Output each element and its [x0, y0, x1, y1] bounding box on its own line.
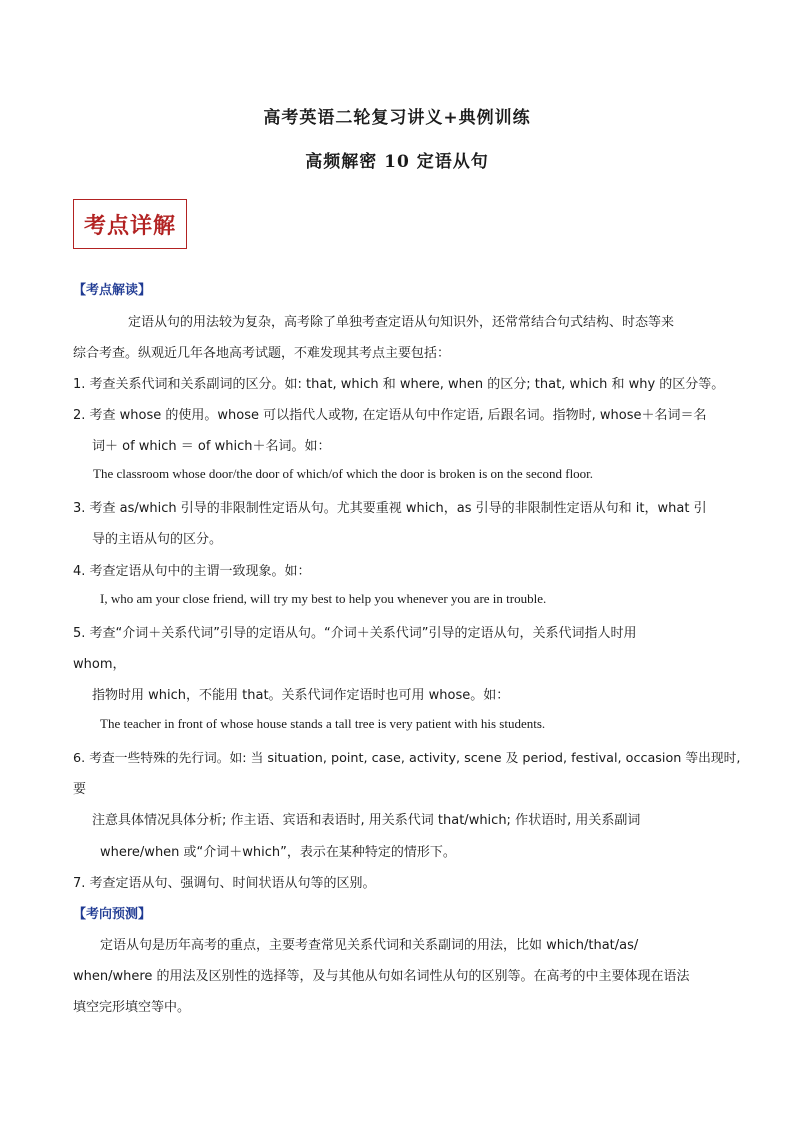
- section-box-kaodian-xiangjie: 考点详解: [73, 199, 187, 249]
- list-item-4-line-1: 4. 考查定语从句中的主谓一致现象。如：: [73, 564, 311, 579]
- list-item-3-line-2: 导的主语从句的区分。: [92, 532, 223, 547]
- list-item-5-line-1: 5. 考查“介词＋关系代词”引导的定语从句。“介词＋关系代词”引导的定语从句，关系代词指人时用: [73, 626, 637, 641]
- list-item-5-example: The teacher in front of whose house stands a tall tree is very patient with his students.: [100, 716, 546, 731]
- list-item-4-example: I, who am your close friend, will try my best to help you whenever you are in trouble.: [100, 591, 547, 606]
- list-item-2-example: The classroom whose door/the door of which/of which the door is broken is on the second floor.: [93, 466, 594, 481]
- list-item-6-line-4: where/when 或“介词＋which”，表示在某种特定的情形下。: [100, 845, 456, 860]
- intro-line-1: 定语从句的用法较为复杂，高考除了单独考查定语从句知识外，还常常结合句式结构、时态等来: [128, 315, 675, 330]
- list-item-6-line-1: 6. 考查一些特殊的先行词。如: 当 situation, point, case, activity, scene 及 period, festival, occasion 等出现时,: [73, 751, 741, 766]
- list-item-6-line-3: 注意具体情况具体分析; 作主语、宾语和表语时, 用关系代词 that/which; 作状语时, 用关系副词: [92, 813, 641, 828]
- list-item-2-line-2: 词＋ of which ＝ of which＋名词。如：: [92, 439, 331, 454]
- list-item-2-line-1: 2. 考查 whose 的使用。whose 可以指代人或物, 在定语从句中作定语, 后跟名词。指物时, whose＋名词＝名: [73, 408, 707, 423]
- list-item-5-line-2: whom，: [73, 657, 126, 672]
- list-item-3-line-1: 3. 考查 as/which 引导的非限制性定语从句。尤其要重视 which，as 引导的非限制性定语从句和 it，what 引: [73, 501, 707, 516]
- forecast-line-1: 定语从句是历年高考的重点，主要考查常见关系代词和关系副词的用法，比如 which/that/as/: [100, 938, 639, 953]
- section-heading-kaodian-jiedu: 【考点解读】: [73, 283, 152, 298]
- forecast-line-3: 填空完形填空等中。: [73, 1000, 191, 1015]
- list-item-6-line-2: 要: [73, 782, 87, 797]
- list-item-5-line-3: 指物时用 which，不能用 that。关系代词作定语时也可用 whose。如：: [92, 688, 510, 703]
- document-title: 高考英语二轮复习讲义+典例训练: [263, 108, 531, 128]
- intro-line-2: 综合考查。纵观近几年各地高考试题，不难发现其考点主要包括：: [73, 346, 451, 361]
- section-heading-kaoxiang-yuce: 【考向预测】: [73, 907, 152, 922]
- document-subtitle: 高频解密 10 定语从句: [305, 152, 489, 172]
- list-item-1: 1. 考查关系代词和关系副词的区分。如: that, which 和 where, when 的区分; that, which 和 why 的区分等。: [73, 377, 725, 392]
- forecast-line-2: when/where 的用法及区别性的选择等，及与其他从句如名词性从句的区别等。在高考的中主要体现在语法: [73, 969, 690, 984]
- list-item-7: 7. 考查定语从句、强调句、时间状语从句等的区别。: [73, 876, 376, 891]
